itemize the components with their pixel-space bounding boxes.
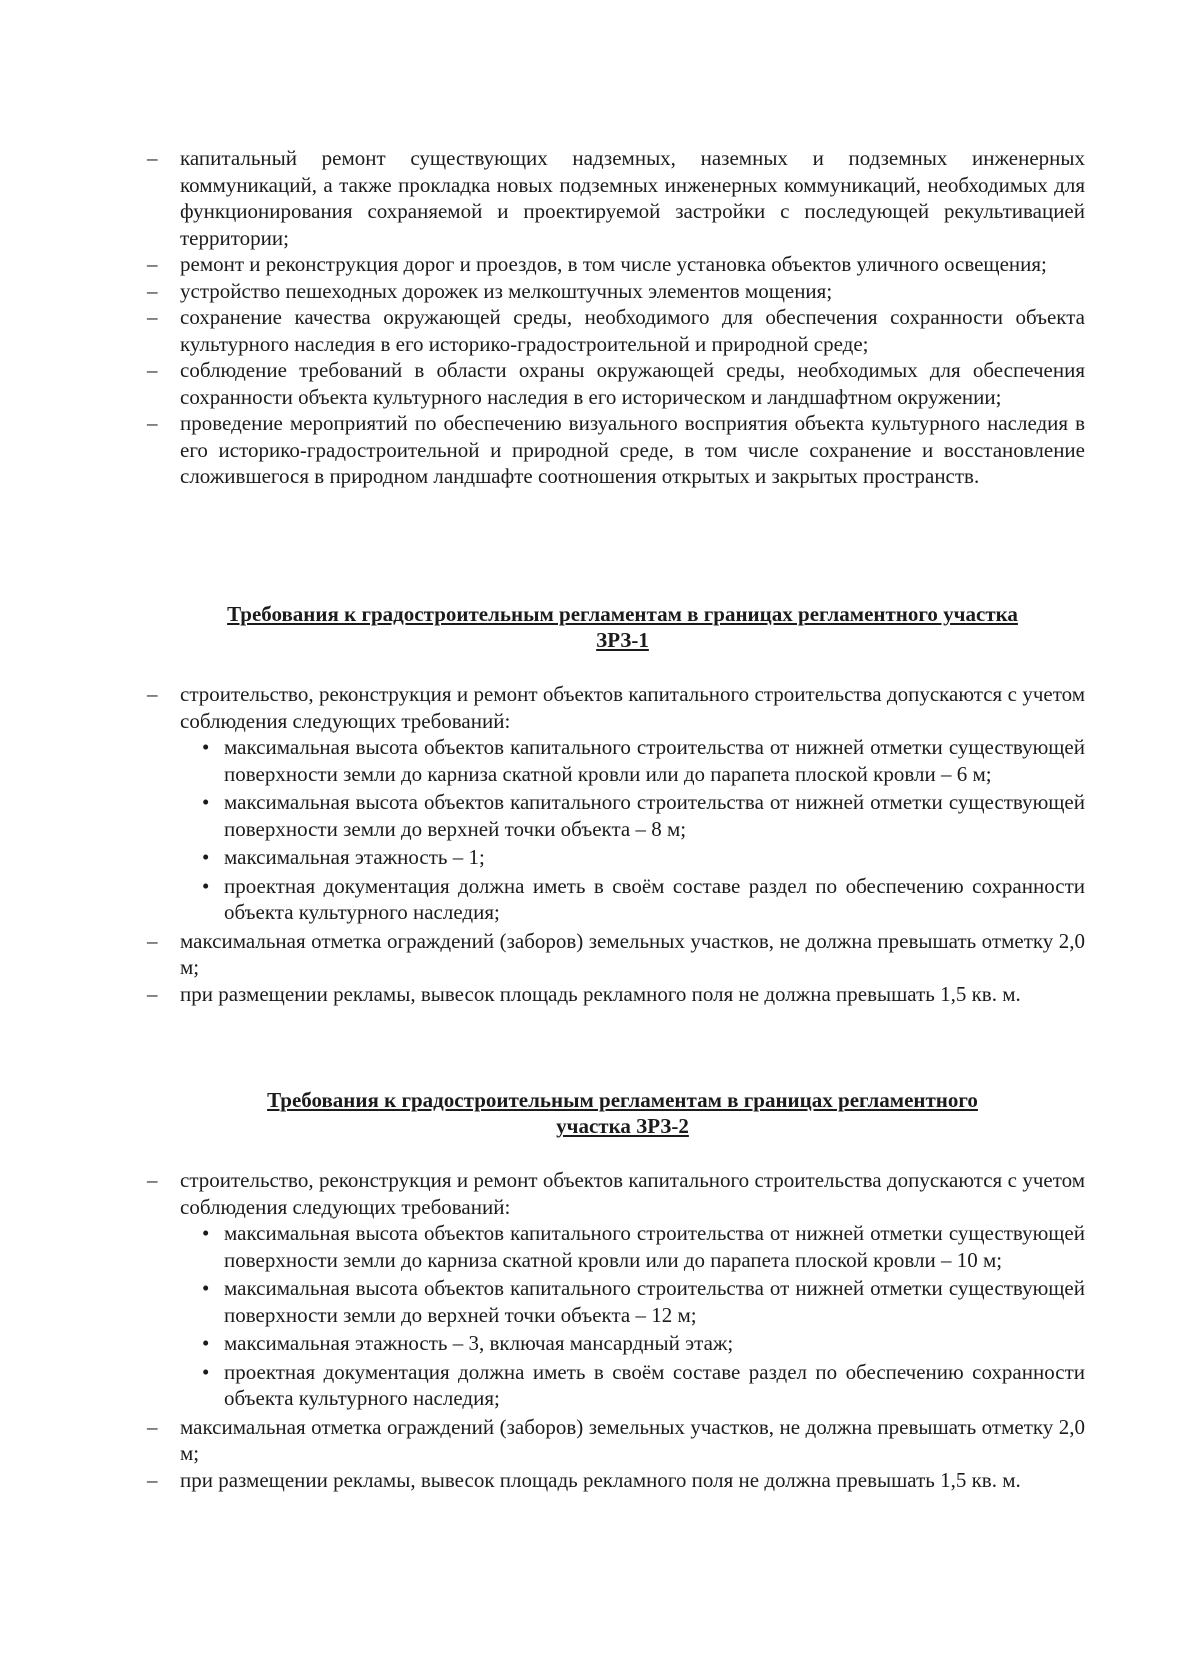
section2-heading bbox=[170, 1087, 1075, 1139]
intro-list-block bbox=[147, 145, 1085, 490]
section1-fence: максимальная отметка ограждений (заборов) земельных участков, не должна превышать отметку 2,0 м; bbox=[180, 928, 1085, 979]
list-item: – сохранение качества окружающей среды, необходимого для обеспечения сохранности объекта культурного наследия в его историко-градостроительной и природной среде; bbox=[147, 305, 1085, 356]
list-item bbox=[147, 1467, 1085, 1494]
bullet-item: • максимальная этажность – 3, включая мансардный этаж; bbox=[202, 1331, 734, 1355]
section2-title-line1: Требования к градостроительным регламентам в границах регламентного bbox=[267, 1088, 978, 1112]
section1-list bbox=[147, 681, 1085, 1007]
list-item: – капитальный ремонт существующих надземных, наземных и подземных инженерных коммуникаций, а также прокладка новых подземных инженерных коммуникаций, необходимых для функционирования сохраняемой и проектируемой застройки с последующей рекультивацией территории; bbox=[147, 146, 1085, 250]
list-item: – соблюдение требований в области охраны окружающей среды, необходимых для обеспечения сохранности объекта культурного наследия в его историческом и ландшафтном окружении; bbox=[147, 358, 1085, 409]
bullet-marker: • bbox=[202, 1221, 210, 1245]
section1-ads: при размещении рекламы, вывесок площадь рекламного поля не должна превышать 1,5 кв. м. bbox=[180, 981, 1021, 1006]
dash-marker: – bbox=[147, 278, 158, 303]
bullet-marker: • bbox=[202, 735, 210, 759]
section2-lead: строительство, реконструкция и ремонт объектов капитального строительства допускаются с учетом соблюдения следующих требований: bbox=[180, 1168, 1085, 1219]
bullet-marker: • bbox=[202, 845, 210, 869]
list-item: – ремонт и реконструкция дорог и проездов, в том числе установка объектов уличного освещения; bbox=[147, 252, 1047, 276]
section1-title-line1: Требования к градостроительным регламентам в границах регламентного участка bbox=[227, 602, 1018, 626]
dash-marker: – bbox=[147, 252, 158, 276]
list-item bbox=[147, 928, 1085, 981]
dash-marker: – bbox=[147, 928, 158, 953]
section1-title-line2: ЗРЗ-1 bbox=[596, 628, 649, 652]
section1-heading bbox=[170, 601, 1075, 653]
bullet-item: • проектная документация должна иметь в своём составе раздел по обеспечению сохранности объекта культурного наследия; bbox=[202, 1359, 1085, 1410]
bullet-marker: • bbox=[202, 790, 210, 814]
bullet-item: • максимальная высота объектов капитального строительства от нижней отметки существующей поверхности земли до карниза скатной кровли или до парапета плоской кровли – 6 м; bbox=[202, 735, 1085, 786]
list-item: – устройство пешеходных дорожек из мелкоштучных элементов мощения; bbox=[147, 278, 833, 303]
bullet-item: • максимальная высота объектов капитального строительства от нижней отметки существующей поверхности земли до верхней точки объекта – 12 м; bbox=[202, 1276, 1085, 1327]
dash-marker: – bbox=[147, 1414, 158, 1439]
bullet-item: • максимальная высота объектов капитального строительства от нижней отметки существующей поверхности земли до карниза скатной кровли или до парапета плоской кровли – 10 м; bbox=[202, 1221, 1085, 1272]
list-item bbox=[147, 1167, 1085, 1412]
dash-marker: – bbox=[147, 146, 158, 170]
section1-lead: строительство, реконструкция и ремонт объектов капитального строительства допускаются с учетом соблюдения следующих требований: bbox=[180, 682, 1085, 733]
section2-list-block bbox=[147, 1167, 1085, 1493]
bullet-marker: • bbox=[202, 1276, 210, 1300]
section1-bullets bbox=[202, 734, 1085, 926]
dash-marker: – bbox=[147, 1168, 158, 1192]
section2-list bbox=[147, 1167, 1085, 1493]
dash-marker: – bbox=[147, 411, 158, 435]
section2-title-line2: участка ЗРЗ-2 bbox=[556, 1114, 689, 1138]
bullet-item: • максимальная этажность – 1; bbox=[202, 845, 485, 869]
dash-marker: – bbox=[147, 981, 158, 1006]
list-item bbox=[147, 981, 1085, 1008]
dash-marker: – bbox=[147, 305, 158, 329]
bullet-marker: • bbox=[202, 873, 210, 898]
bullet-item: • проектная документация должна иметь в своём составе раздел по обеспечению сохранности объекта культурного наследия; bbox=[202, 873, 1085, 924]
bullet-item: • максимальная высота объектов капитального строительства от нижней отметки существующей поверхности земли до верхней точки объекта – 8 м; bbox=[202, 790, 1085, 841]
list-item bbox=[147, 681, 1085, 926]
section2-bullets bbox=[202, 1220, 1085, 1412]
bullet-marker: • bbox=[202, 1359, 210, 1384]
dash-marker: – bbox=[147, 1467, 158, 1492]
list-item: – проведение мероприятий по обеспечению визуального восприятия объекта культурного наследия в его историко-градостроительной и природной среде, в том числе сохранение и восстановление сложившегося в природном ландшафте соотношения открытых и закрытых пространств. bbox=[147, 411, 1085, 488]
section2-fence: максимальная отметка ограждений (заборов) земельных участков, не должна превышать отметку 2,0 м; bbox=[180, 1414, 1085, 1465]
intro-list bbox=[147, 145, 1085, 490]
list-item bbox=[147, 1414, 1085, 1467]
dash-marker: – bbox=[147, 682, 158, 706]
section1-list-block bbox=[147, 681, 1085, 1007]
section2-ads: при размещении рекламы, вывесок площадь рекламного поля не должна превышать 1,5 кв. м. bbox=[180, 1467, 1021, 1492]
bullet-marker: • bbox=[202, 1331, 210, 1355]
dash-marker: – bbox=[147, 358, 158, 382]
